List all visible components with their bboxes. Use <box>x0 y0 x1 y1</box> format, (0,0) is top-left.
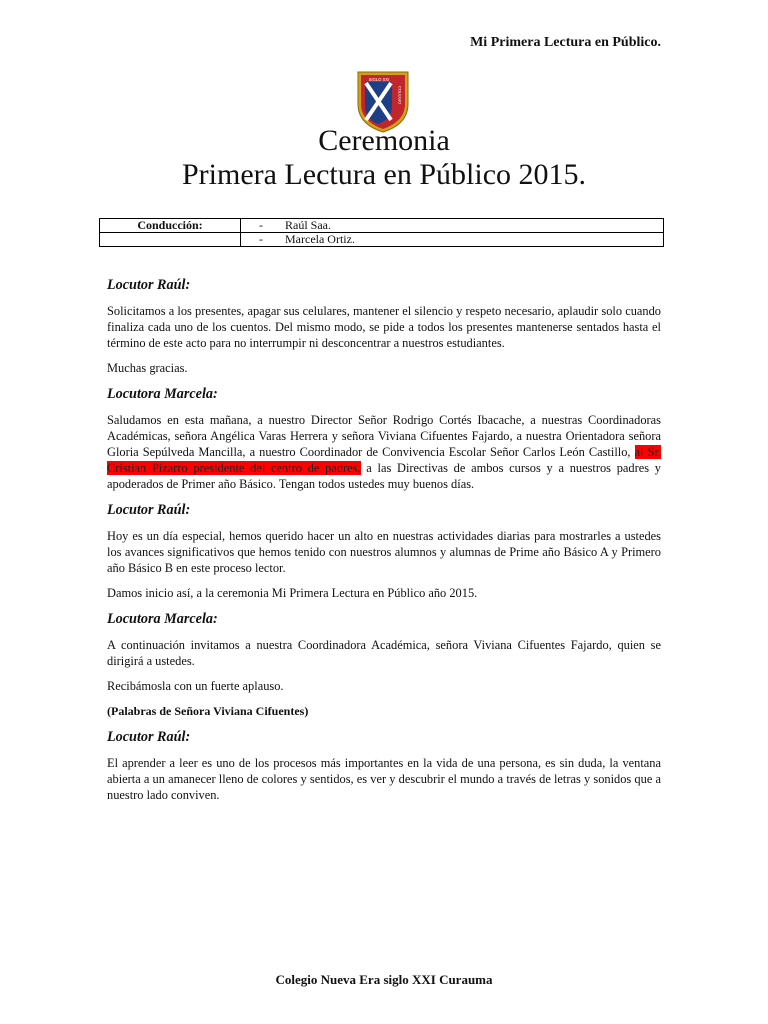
table-row <box>100 219 664 233</box>
list-dash: - <box>259 232 263 246</box>
crest-side-text: COLEGIO <box>397 86 403 105</box>
list-dash: - <box>259 218 263 232</box>
paragraph: Solicitamos a los presentes, apagar sus celulares, mantener el silencio y respeto necesario, aplaudir solo cuando finaliza cada uno de los cuentos. Del mismo modo, se pide a todos los presentes mantenerse sentados hasta el término de este acto para no interrumpir ni desconcentrar a nuestros estudiantes. <box>107 304 661 350</box>
header-title: Mi Primera Lectura en Público. <box>470 35 661 50</box>
crest-top-text: SIGLO XXI <box>368 77 390 82</box>
paragraph: Recibámosla con un fuerte aplauso. <box>107 679 284 693</box>
speaker-heading: Locutora Marcela: <box>107 386 218 402</box>
speaker-heading: Locutor Raúl: <box>107 502 191 518</box>
stage-note: (Palabras de Señora Viviana Cifuentes) <box>107 704 309 718</box>
conduction-table <box>99 218 664 247</box>
paragraph: Damos inicio así, a la ceremonia Mi Primera Lectura en Público año 2015. <box>107 586 478 600</box>
conductor-name: Marcela Ortiz. <box>285 232 355 246</box>
conductor-cell <box>241 219 664 233</box>
paragraph: Muchas gracias. <box>107 361 188 375</box>
title-line-1: Ceremonia <box>318 124 450 157</box>
conduction-label: Conducción: <box>100 219 241 233</box>
document-title <box>0 124 768 192</box>
speaker-heading: Locutora Marcela: <box>107 611 218 627</box>
paragraph <box>107 412 661 492</box>
script-body <box>107 276 661 812</box>
title-line-2: Primera Lectura en Público 2015. <box>181 158 587 191</box>
footer-text: Colegio Nueva Era siglo XXI Curauma <box>275 972 493 987</box>
table-row <box>100 233 664 247</box>
highlighted-text: al Sr. Cristian Pizarro presidente del centro de padres, <box>107 445 661 475</box>
paragraph: A continuación invitamos a nuestra Coordinadora Académica, señora Viviana Cifuentes Fajardo, quien se dirigirá a ustedes. <box>107 638 661 668</box>
conductor-name: Raúl Saa. <box>285 218 331 232</box>
speaker-heading: Locutor Raúl: <box>107 277 191 293</box>
empty-cell <box>100 233 241 247</box>
paragraph: Hoy es un día especial, hemos querido hacer un alto en nuestras actividades diarias para mostrarles a ustedes los avances significativos que hemos tenido con nuestros alumnos y alumnas de Prime año Básico A y Primero año Básico B en este proceso lector. <box>107 529 661 575</box>
paragraph: El aprender a leer es uno de los procesos más importantes en la vida de una persona, es sin duda, la ventana abierta a un amanecer lleno de colores y sentidos, es ver y descubrir el mundo a través de letras y sonidos que a nuestro lado conviven. <box>107 756 661 802</box>
paragraph-text: Saludamos en esta mañana, a nuestro Director Señor Rodrigo Cortés Ibacache, a nuestras Coordinadoras Académicas, señora Angélica Varas Herrera y señora Viviana Cifuentes Fajardo, a nuestra Orientadora señora Gloria Sepúlveda Mancilla, a nuestro Coordinador de Convivencia Escolar Señor Carlos León Castillo, <box>107 413 661 459</box>
conductor-cell <box>241 233 664 247</box>
paragraph-text: a las Directivas de ambos cursos y a nuestros padres y apoderados de Primer año Básico. Tengan todos ustedes muy buenos días. <box>107 461 661 491</box>
speaker-heading: Locutor Raúl: <box>107 729 191 745</box>
